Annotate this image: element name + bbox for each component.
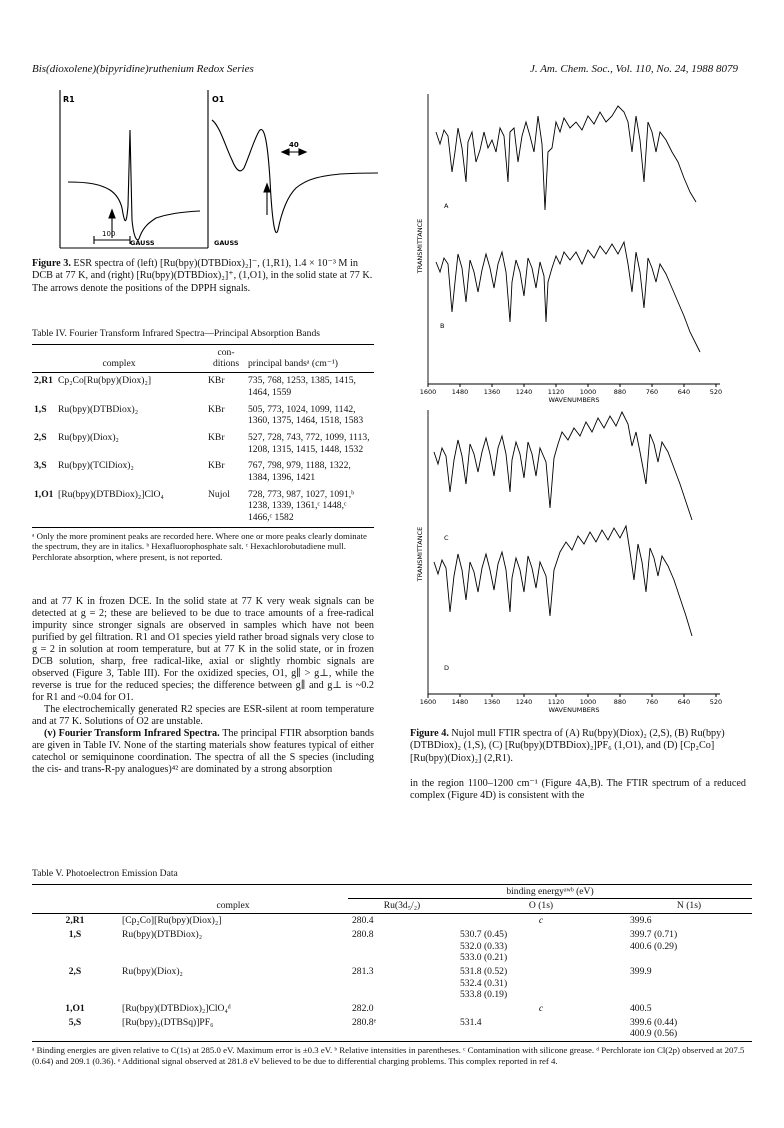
fig4-tick-label: 1000	[579, 388, 597, 396]
figure-4-ftir-spectra	[400, 92, 744, 714]
fig4-top-x-label: WAVENUMBERS	[548, 396, 600, 404]
o1s-value: c	[538, 915, 544, 927]
fig4-tick-label: 640	[677, 698, 691, 706]
table-row: 5,S [Ru(bpy)₂(DTBSq)]PF₆ 280.8ᵉ 531.4 399.6 (0.44) 400.9 (0.56)	[32, 1016, 752, 1042]
o1-trace	[212, 120, 378, 233]
n1s-value: 399.6 (0.44)	[630, 1016, 678, 1028]
paragraph: (v) Fourier Transform Infrared Spectra. The principal FTIR absorption bands are given in Table IV. None of the starting materials show features typical of either catechol or semiquinone coordination. The spectra of all the S species (including the cis- and trans-R-py analogues)⁴² are dominated by a strong absorption	[32, 728, 374, 776]
fig3-gauss-right: GAUSS	[214, 239, 239, 247]
n1s-value: 399.6	[630, 915, 652, 927]
trace-b	[436, 242, 700, 352]
o1s-value: c	[538, 1003, 544, 1015]
o1s-value: 531.8 (0.52)	[460, 965, 508, 977]
table-5-footnote: ᵃ Binding energies are given relative to C(1s) at 285.0 eV. Maximum error is ±0.3 eV. ᵇ Relative intensities in parentheses. ᶜ Contamination with silicone grease. ᵈ Perchlorate ion Cl(2p) observed at 207.5 (0.64) and 209.1 (0.36). ᵉ Additional signal observed at 281.8 eV believed to be due to differential charging problems. This complex reported in ref 4.	[32, 1045, 745, 1066]
table-4-grid	[32, 344, 374, 528]
table-4-header-conditions: con-ditions	[206, 344, 246, 372]
table-row: 1,O1 [Ru(bpy)(DTBDiox)₂]ClO₄ᵈ 282.0 c 400.5	[32, 1002, 752, 1016]
fig4-tick-label: 1480	[451, 698, 469, 706]
n1s-value: 400.6 (0.29)	[630, 940, 678, 952]
table-row: 1,O1 [Ru(bpy)(DTBDiox)₂]ClO₄ Nujol 728, 773, 987, 1027, 1091,ᵇ 1238, 1339, 1361,ᶜ 1448,ᶜ 1466,ᶜ 1582	[34, 488, 355, 524]
n1s-value: 399.9	[630, 965, 652, 977]
r1-trace	[68, 130, 200, 240]
trace-label-a: A	[444, 202, 449, 210]
fig4-tick-label: 880	[613, 388, 627, 396]
running-header-right: J. Am. Chem. Soc., Vol. 110, No. 24, 1988 8079	[530, 63, 738, 75]
table-row: 3,S Ru(bpy)(TClDiox)₂ KBr 767, 798, 979, 1188, 1322, 1384, 1396, 1421	[34, 460, 351, 484]
table-4-title: Table IV. Fourier Transform Infrared Spectra—Principal Absorption Bands	[32, 328, 320, 339]
figure-3-caption	[32, 258, 374, 295]
fig4-bottom-y-label: TRANSMITTANCE	[416, 526, 424, 582]
table-row: 1,S Ru(bpy)(DTBDiox)₂ 280.8 530.7 (0.45) 532.0 (0.33) 533.0 (0.21) 399.7 (0.71) 400.6 (0.29)	[32, 928, 752, 965]
paragraph: in the region 1100–1200 cm⁻¹ (Figure 4A,B). The FTIR spectrum of a reduced complex (Figure 4D) is consistent with the	[410, 778, 746, 802]
body-text-left	[32, 596, 374, 776]
table-row: 2,S Ru(bpy)(Diox)₂ KBr 527, 728, 743, 772, 1099, 1113, 1208, 1315, 1415, 1448, 1532	[34, 431, 370, 455]
table-row: 2,R1 Cp₂Co[Ru(bpy)(Diox)₂] KBr 735, 768, 1253, 1385, 1415, 1464, 1559	[34, 375, 356, 398]
fig4-tick-label: 760	[645, 388, 659, 396]
table-4-footnote: ᵃ Only the more prominent peaks are recorded here. Where one or more peaks clearly dominate the spectrum, they are in italics. ᵇ Hexafluorophosphate salt. ᶜ Hexachlorobutadiene mull. Perchlorate absorption, where present, is not reported.	[32, 530, 367, 562]
trace-label-b: B	[440, 322, 445, 330]
figure-4-caption-text: Nujol mull FTIR spectra of (A) Ru(bpy)(Diox)₂ (2,S), (B) Ru(bpy)(DTBDiox)₂ (1,S), (C) [Ru(bpy)(DTBDiox)₂]PF₆ (1,O1), and (D) [Cp₂Co][Ru(bpy)(Diox)₂] (2,R1).	[410, 728, 725, 764]
table-5-header-o: O (1s)	[456, 899, 626, 914]
o1s-value: 530.7 (0.45)	[460, 928, 508, 940]
trace-c	[434, 412, 692, 520]
table-row: 2,R1 [Cp₂Co][Ru(bpy)(Diox)₂] 280.4 c 399.6	[32, 914, 752, 928]
fig4-tick-label: 1120	[547, 388, 565, 396]
fig4-tick-label: 1600	[419, 388, 437, 396]
figure-3-caption-text: ESR spectra of (left) [Ru(bpy)(DTBDiox)₂]⁻, (1,R1), 1.4 × 10⁻³ M in DCB at 77 K, and (right) [Ru(bpy)(DTBDiox)₂]⁺, (1,O1), in the solid state at 77 K. The arrows denote the positions of the DPPH signals.	[32, 258, 373, 294]
table-5-header-complex: complex	[118, 899, 348, 914]
fig4-top-ticks	[420, 384, 722, 396]
fig4-top-y-label: TRANSMITTANCE	[416, 218, 424, 274]
table-4-header-bands: principal bandsᵃ (cm⁻¹)	[246, 344, 374, 372]
fig3-gauss-left: GAUSS	[130, 239, 155, 247]
paragraph: The electrochemically generated R2 species are ESR-silent at room temperature and at 77 K. Solutions of O2 are unstable.	[32, 704, 374, 728]
o1-dpph-arrow	[264, 184, 270, 192]
paragraph: and at 77 K in frozen DCE. In the solid state at 77 K very weak signals can be detected at g = 2; these are believed to be due to trace amounts of a free-radical impurity since stronger signals are observed in samples which have not been purified by gel filtration. R1 and O1 species yield rather broad signals very close to g = 2 in solution at room temperature, but at 77 K in the solid state, or in frozen DCB solution, sharp, free radical-like, axial or slightly rhombic signals are observed (Figure 3, Table III). For the oxidized species, O1, g∥ > g⊥, while the reverse is true for the reduced species; the difference between g∥ and g⊥ is ~0.2 for R1 and ~0.04 for O1.	[32, 596, 374, 704]
table-5-header-ru: Ru(3d₅/₂)	[348, 899, 456, 914]
table-5	[32, 868, 752, 1066]
trace-d	[434, 526, 692, 636]
fig4-tick-label: 640	[677, 388, 691, 396]
fig3-label-r1: R1	[63, 95, 75, 104]
r1-dpph-arrow	[109, 210, 115, 218]
fig4-tick-label: 1120	[547, 698, 565, 706]
running-header-left: Bis(dioxolene)(bipyridine)ruthenium Redox Series	[32, 63, 254, 75]
o1s-value: 532.0 (0.33)	[460, 940, 508, 952]
trace-a	[436, 106, 696, 210]
fig3-label-o1: O1	[212, 95, 225, 104]
fig4-tick-label: 520	[709, 388, 723, 396]
table-row: 1,S Ru(bpy)(DTBDiox)₂ KBr 505, 773, 1024, 1099, 1142, 1360, 1375, 1464, 1518, 1583	[34, 403, 364, 427]
trace-label-d: D	[444, 664, 450, 672]
figure-4-caption	[410, 728, 746, 765]
fig4-bottom-ticks	[420, 694, 722, 706]
table-4-header-complex: complex	[32, 344, 206, 372]
figure-4-caption-label: Figure 4.	[410, 728, 449, 739]
fig4-tick-label: 880	[613, 698, 627, 706]
o1s-value: 533.0 (0.21)	[460, 952, 508, 964]
figure-3-esr-spectra	[60, 90, 380, 252]
table-5-grid	[32, 884, 752, 1042]
fig4-tick-label: 1480	[451, 388, 469, 396]
fig3-scale-left: 100	[102, 230, 116, 238]
body-text-right	[410, 778, 746, 802]
n1s-value: 400.9 (0.56)	[630, 1028, 678, 1040]
figure-3-caption-label: Figure 3.	[32, 258, 71, 269]
fig4-tick-label: 1240	[515, 388, 533, 396]
table-5-title: Table V. Photoelectron Emission Data	[32, 868, 178, 879]
fig4-tick-label: 760	[645, 698, 659, 706]
table-4	[32, 328, 374, 562]
trace-label-c: C	[444, 534, 449, 542]
fig3-scale-right: 40	[289, 141, 299, 149]
n1s-value: 399.7 (0.71)	[630, 928, 678, 940]
n1s-value: 400.5	[630, 1003, 652, 1015]
table-5-header-n: N (1s)	[626, 899, 752, 914]
fig4-tick-label: 1240	[515, 698, 533, 706]
o1s-value: 531.4	[460, 1016, 482, 1028]
fig4-tick-label: 1000	[579, 698, 597, 706]
fig4-tick-label: 1600	[419, 698, 437, 706]
o1s-value: 533.8 (0.19)	[460, 989, 508, 1001]
fig4-tick-label: 1360	[483, 698, 501, 706]
table-row: 2,S Ru(bpy)(Diox)₂ 281.3 531.8 (0.52) 532.4 (0.31) 533.8 (0.19) 399.9	[32, 965, 752, 1002]
fig4-tick-label: 520	[709, 698, 723, 706]
o1s-value: 532.4 (0.31)	[460, 977, 508, 989]
fig4-bottom-x-label: WAVENUMBERS	[548, 706, 600, 714]
fig4-tick-label: 1360	[483, 388, 501, 396]
section-heading: (v) Fourier Transform Infrared Spectra.	[44, 728, 220, 740]
table-5-group-header: binding energyᵃʷᵇ (eV)	[348, 884, 752, 899]
